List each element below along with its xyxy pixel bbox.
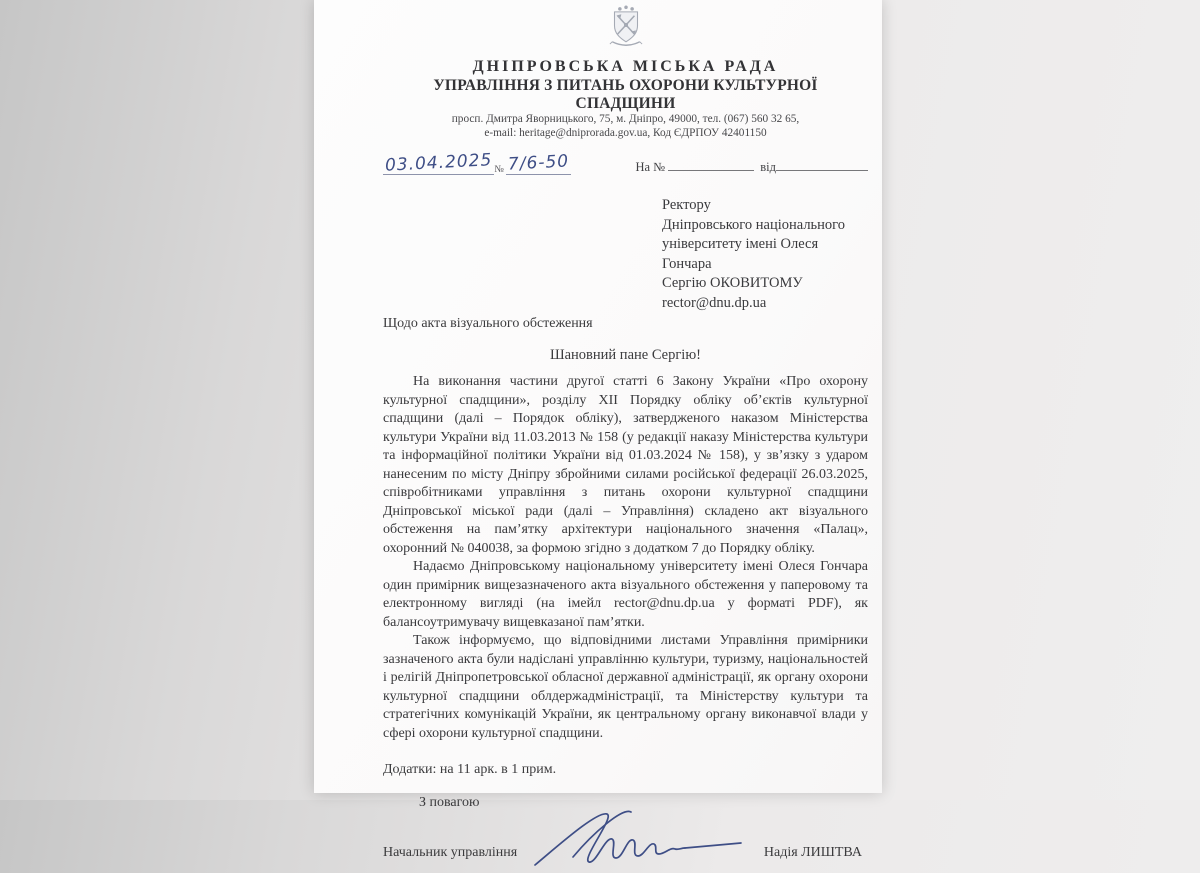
org-name-line1: ДНІПРОВСЬКА МІСЬКА РАДА bbox=[472, 58, 779, 75]
recipient-line: Дніпровського національного bbox=[662, 216, 846, 233]
outgoing-date-line bbox=[383, 150, 494, 176]
body-paragraph-3: Також інформуємо, що відповідними листами Управління примірники зазначеного акта були надіслані управлінню культури, туризму, національностей і релігій Дніпропетровської обласної державної адміністрації, як органу охорони культурної спадщини облдержадміністрації, та Міністерству культури та стратегічних комунікацій України, як центральному органу виконавчої влади у сфері охорони культурної спадщини. bbox=[383, 633, 868, 741]
signer-name: Надія ЛИШТВА bbox=[763, 845, 862, 860]
recipient-line: університету імені Олеся Гончара bbox=[662, 236, 819, 272]
reply-number-blank bbox=[668, 159, 754, 171]
recipient-email: rector@dnu.dp.ua bbox=[662, 294, 767, 311]
closing-regards: З повагою bbox=[419, 795, 480, 810]
recipient-line: Ректору bbox=[662, 197, 711, 213]
reference-row bbox=[383, 151, 868, 187]
reply-date-blank bbox=[776, 159, 868, 171]
handwritten-signature-icon bbox=[531, 803, 746, 873]
incoming-reference bbox=[635, 151, 868, 187]
signer-position: Начальник управління bbox=[383, 845, 518, 860]
coat-of-arms-icon bbox=[603, 5, 649, 51]
subject-line: Щодо акта візуального обстеження bbox=[383, 316, 593, 331]
number-sign: № bbox=[494, 164, 504, 175]
reply-from-label: від bbox=[760, 160, 776, 174]
body-paragraph-2: Надаємо Дніпровському національному університету імені Олеся Гончара один примірник вищезазначеного акта візуального обстеження у паперовому та електронному вигляді (на імейл rector@dnu.dp.ua у форматі PDF), як балансоутримувачу вищевказаної пам’ятки. bbox=[383, 559, 868, 630]
org-address-line: просп. Дмитра Яворницького, 75, м. Дніпро, 49000, тел. (067) 560 32 65, bbox=[451, 113, 800, 125]
recipient-block bbox=[662, 196, 868, 313]
letterhead-emblem bbox=[383, 5, 868, 56]
handwritten-number: 7/6-50 bbox=[507, 151, 570, 175]
signature-row bbox=[383, 845, 868, 861]
salutation: Шановний пане Сергію! bbox=[549, 347, 701, 363]
outgoing-number-line bbox=[506, 153, 571, 175]
org-contact-line: e-mail: heritage@dniprorada.gov.ua, Код ЄДРПОУ 42401150 bbox=[484, 126, 767, 139]
recipient-line: Сергію ОКОВИТОМУ bbox=[662, 275, 803, 291]
org-name-line2: УПРАВЛІННЯ З ПИТАНЬ ОХОРОНИ КУЛЬТУРНОЇ СПАДЩИНИ bbox=[433, 77, 818, 112]
body-paragraph-1: На виконання частини другої статті 6 Закону України «Про охорону культурної спадщини», розділу XII Порядку обліку об’єктів культурної спадщини (далі – Порядок обліку), затвердженого наказом Міністерства культури України від 11.03.2013 № 158 (у редакції наказу Міністерства культури та інформаційної політики України від 01.03.2024 № 158), у зв’язку з ударом нанесеним по місту Дніпру збройними силами російської федерації 26.03.2025, співробітниками управління з питань охорони культурної спадщини Дніпровської міської ради (далі – Управління) складено акт візуального обстеження на пам’ятку архітектури національного значення «Палац», охоронний № 040038, за формою згідно з додатком 7 до Порядку обліку. bbox=[383, 374, 868, 556]
letter-page bbox=[314, 0, 882, 860]
attachments-note: Додатки: на 11 арк. в 1 прим. bbox=[383, 762, 557, 777]
reply-on-label: На № bbox=[635, 160, 666, 174]
outgoing-reference bbox=[383, 151, 633, 187]
handwritten-date: 03.04.2025 bbox=[384, 150, 493, 176]
